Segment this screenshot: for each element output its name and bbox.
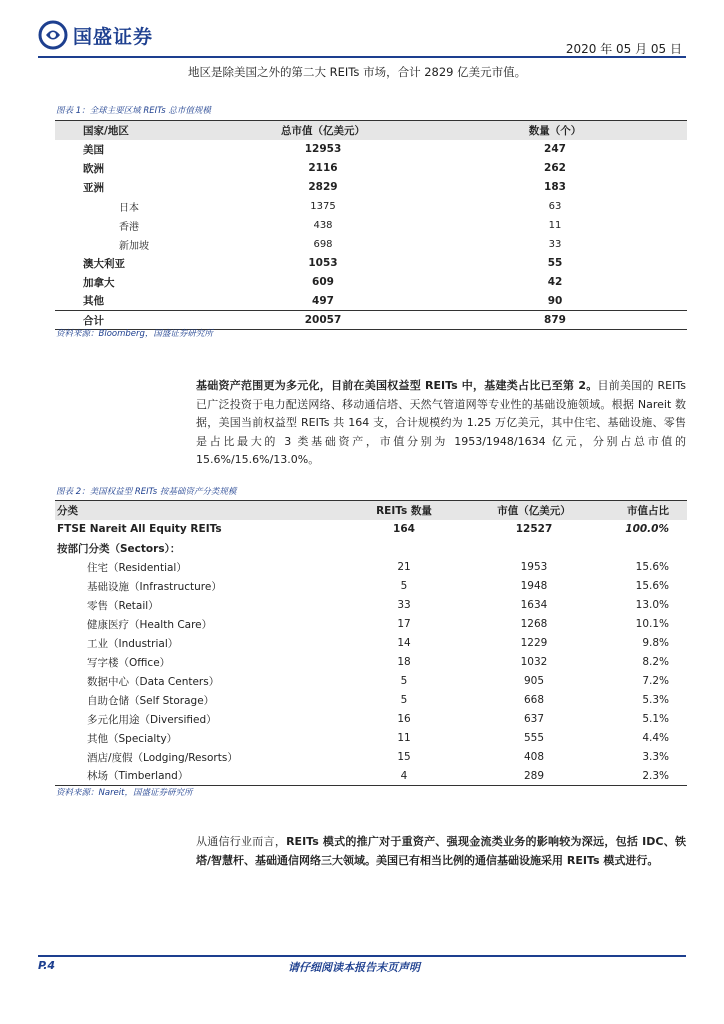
cell-count: 42 [547, 276, 563, 288]
table-row [55, 254, 687, 273]
figure2-title: 图表 2：美国权益型 REITs 按基础资产分类规模 [56, 487, 237, 497]
paragraph-lead-text: 从通信行业而言， [196, 835, 287, 848]
cell-share: 9.8% [642, 637, 669, 649]
figure1-table [55, 120, 687, 330]
cell-value: 1053 [308, 257, 338, 269]
logo-icon [38, 20, 68, 50]
cell-region: 美国 [83, 143, 104, 156]
cell-category: 工业（Industrial） [87, 637, 179, 650]
cell-value: 408 [523, 751, 545, 763]
table-row [55, 596, 687, 615]
cell-value: 12953 [304, 143, 342, 155]
cell-count: 11 [397, 732, 411, 744]
cell-value: 1375 [310, 200, 336, 212]
company-name: 国盛证券 [73, 25, 154, 48]
cell-value: 438 [313, 219, 333, 231]
footer-divider [38, 955, 686, 957]
table-row [55, 273, 687, 292]
cell-share: 4.4% [642, 732, 669, 744]
cell-value: 1032 [520, 656, 548, 668]
cell-category: 基础设施（Infrastructure） [87, 580, 222, 593]
cell-count: 183 [544, 181, 566, 193]
page-header [38, 18, 688, 58]
table-header-row [55, 501, 687, 520]
cell-value: 698 [313, 238, 333, 250]
cell-count: 11 [548, 219, 562, 231]
cell-region: 欧洲 [83, 162, 104, 175]
cell-category: 酒店/度假（Lodging/Resorts） [87, 751, 238, 764]
col-header-count: REITs 数量 [339, 501, 469, 520]
cell-share: 13.0% [635, 599, 669, 611]
cell-count: 63 [548, 200, 562, 212]
paragraph-body: 目前美国的 REITs 已广泛投资于电力配送网络、移动通信塔、天然气管道网等专业性的基础设施领域。根据 Nareit 数据，美国当前权益型 REITs 共 164 支，合计规模约为 1.25 万亿美元，其中住宅、基础设施、零售是占比最大的 3 类基础资产，市值分别为 1953/1948/1634 亿元，分别占总市值的 15.6%/15.6%/13.0%。 [196, 379, 686, 466]
paragraph-bold: REITs 模式的推广对于重资产、强现金流类业务的影响较为深远，包括 IDC、铁塔/智慧杆、基础通信网络三大领域。美国已有相当比例的通信基础设施采用 REITs 模式进行。 [196, 835, 686, 867]
sector-heading: 按部门分类（Sectors）： [57, 542, 181, 555]
col-header-value: 市值（亿美元） [469, 501, 599, 520]
cell-count: 5 [400, 694, 408, 706]
sector-heading-row [55, 539, 687, 558]
cell-region: 澳大利亚 [83, 257, 125, 270]
cell-region: 日本 [119, 202, 139, 214]
cell-count: 33 [548, 238, 562, 250]
company-logo [38, 20, 153, 50]
cell-category: 其他（Specialty） [87, 732, 178, 745]
table-row [55, 615, 687, 634]
cell-count: 5 [400, 580, 408, 592]
header-divider [38, 56, 686, 58]
cell-category: 写字楼（Office） [87, 656, 171, 669]
table-row [55, 672, 687, 691]
report-date: 2020 年 05 月 05 日 [565, 42, 682, 56]
cell-value: 1634 [520, 599, 548, 611]
cell-count: 5 [400, 675, 408, 687]
table-row [55, 691, 687, 710]
table-total-row [55, 520, 687, 539]
table-row [55, 178, 687, 197]
cell-count: 262 [544, 162, 566, 174]
table-row [55, 710, 687, 729]
cell-region: 加拿大 [83, 276, 115, 289]
cell-value: 2116 [308, 162, 338, 174]
cell-value: 905 [523, 675, 545, 687]
cell-category: 零售（Retail） [87, 599, 159, 612]
cell-value: 555 [523, 732, 545, 744]
cell-count: 33 [397, 599, 411, 611]
cell-share: 100.0% [625, 523, 669, 535]
cell-share: 8.2% [642, 656, 669, 668]
cell-category: 住宅（Residential） [87, 561, 187, 574]
cell-region: 合计 [55, 311, 223, 330]
cell-category: 健康医疗（Health Care） [87, 618, 213, 631]
cell-value: 609 [312, 276, 334, 288]
cell-count: 247 [544, 143, 566, 155]
table-row [55, 634, 687, 653]
figure2-table [55, 500, 687, 786]
cell-value: 1229 [520, 637, 548, 649]
cell-value: 2829 [308, 181, 338, 193]
col-header-category: 分类 [55, 501, 339, 520]
cell-share: 5.3% [642, 694, 669, 706]
cell-value: 1268 [520, 618, 548, 630]
table-row [55, 235, 687, 254]
cell-category: 自助仓储（Self Storage） [87, 694, 215, 707]
cell-value: 20057 [223, 311, 423, 330]
paragraph-telecom [196, 833, 686, 870]
table-row [55, 729, 687, 748]
cell-share: 15.6% [635, 580, 669, 592]
table-row [55, 653, 687, 672]
figure1-title: 图表 1：全球主要区域 REITs 总市值规模 [56, 106, 211, 116]
cell-category: 林场（Timberland） [55, 767, 339, 786]
col-header-value: 总市值（亿美元） [223, 121, 423, 140]
cell-count: 879 [423, 311, 687, 330]
col-header-count: 数量（个） [423, 121, 687, 140]
cell-value: 637 [523, 713, 545, 725]
col-header-region: 国家/地区 [55, 121, 223, 140]
figure1-source: 资料来源：Bloomberg，国盛证券研究所 [56, 329, 213, 339]
cell-count: 15 [397, 751, 411, 763]
table-row [55, 292, 687, 311]
cell-count: 55 [547, 257, 563, 269]
cell-count: 17 [397, 618, 411, 630]
table-row [55, 197, 687, 216]
table-row [55, 767, 687, 786]
intro-line: 地区是除美国之外的第二大 REITs 市场，合计 2829 亿美元市值。 [188, 65, 527, 79]
cell-count: 4 [339, 767, 469, 786]
cell-value: 289 [469, 767, 599, 786]
cell-share: 2.3% [599, 767, 687, 786]
table-row [55, 558, 687, 577]
disclaimer-note: 请仔细阅读本报告末页声明 [288, 961, 420, 974]
figure2-source: 资料来源：Nareit，国盛证券研究所 [56, 788, 193, 798]
cell-count: 164 [393, 523, 415, 535]
table-row [55, 577, 687, 596]
col-header-share: 市值占比 [599, 501, 687, 520]
cell-share: 15.6% [635, 561, 669, 573]
cell-share: 5.1% [642, 713, 669, 725]
cell-category: 多元化用途（Diversified） [87, 713, 217, 726]
cell-value: 12527 [515, 523, 553, 535]
cell-count: 18 [397, 656, 411, 668]
table-header-row [55, 121, 687, 140]
cell-share: 7.2% [642, 675, 669, 687]
paragraph-infrastructure [196, 377, 686, 470]
table-row [55, 216, 687, 235]
cell-value: 497 [312, 294, 334, 307]
paragraph-lead: 基础资产范围更为多元化，目前在美国权益型 REITs 中，基建类占比已至第 2。 [196, 379, 598, 392]
cell-region: 香港 [119, 221, 139, 233]
cell-category: 数据中心（Data Centers） [87, 675, 220, 688]
cell-share: 3.3% [642, 751, 669, 763]
cell-count: 14 [397, 637, 411, 649]
table-row [55, 748, 687, 767]
table-row [55, 159, 687, 178]
cell-value: 1948 [520, 580, 548, 592]
cell-value: 1953 [520, 561, 548, 573]
cell-region: 新加坡 [119, 240, 149, 252]
cell-value: 668 [523, 694, 545, 706]
cell-share: 10.1% [635, 618, 669, 630]
cell-category: FTSE Nareit All Equity REITs [57, 523, 222, 535]
page-number: P.4 [38, 959, 56, 972]
cell-region: 其他 [83, 295, 104, 308]
cell-count: 21 [397, 561, 411, 573]
cell-count: 16 [397, 713, 411, 725]
cell-region: 亚洲 [83, 181, 104, 194]
cell-count: 90 [547, 294, 563, 307]
table-row [55, 140, 687, 159]
